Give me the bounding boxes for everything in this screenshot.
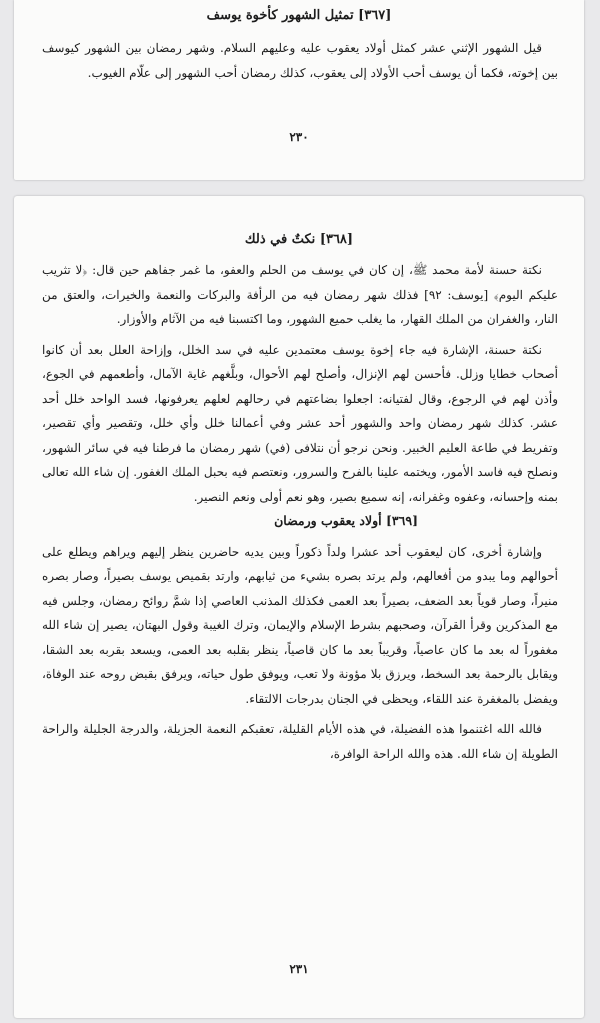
- section-heading-367: [٣٦٧] تمثيل الشهور كأخوة يوسف: [206, 8, 392, 23]
- page-231: [14, 196, 584, 1018]
- paragraph: فالله الله اغتنموا هذه الفضيلة، في هذه الأيام القليلة، تعقبكم النعمة الجزيلة، والدرجة الجليلة والراحة الطويلة إن شاء الله. هذه والله الراحة الوافرة،: [42, 722, 558, 761]
- paragraph: نكتة حسنة لأمة محمد ﷺ، إن كان في يوسف من الحلم والعفو، ما غمر جفاهم حين قال: ﴿لا تثريب عليكم اليوم﴾ [يوسف: ٩٢] فذلك شهر رمضان فيه من الرأفة والبركات والنعمة والخيرات، والعتق من النار، والغفران من الملك القهار، ما يغلب حميع الشهور، وما اكتسبنا فيه من الآثام والأوزار.: [42, 263, 558, 326]
- section-heading-368: [٣٦٨] نكتٌ في ذلك: [244, 232, 354, 247]
- page-number: ٢٣١: [289, 962, 309, 976]
- section-heading-369: [٣٦٩] أولاد يعقوب ورمضان: [274, 513, 418, 528]
- page-230: [14, 0, 584, 180]
- paragraph: قيل الشهور الإثني عشر كمثل أولاد يعقوب عليه وعليهم السلام. وشهر رمضان بين الشهور كيوسف بين إخوته، فكما أن يوسف أحب الأولاد إلى يعقوب، كذلك رمضان أحب الشهور إلى علّام الغيوب.: [42, 41, 558, 80]
- paragraph: نكتة حسنة، الإشارة فيه جاء إخوة يوسف معتمدين عليه في سد الخلل، وإزاحة العلل بعد أن كانوا أصحاب خطايا وزلل. فأحسن لهم الإنزال، وأصلح لهم الأحوال، وبلَّغهم غاية الآمال، وأطعمهم في الجوع، وأذن لهم في الرجوع، وقال لفتيانه: اجعلوا بضاعتهم في رحالهم لعلهم يعرفونها، فسد الواحد خلل أحد عشر. كذلك شهر رمضان واحد والشهور أحد عشر وفي أعمالنا خلل وأي خلل، وتقصير وأي تقصير، وتفريط في طاعة العليم الخبير. ونحن نرجو أن نتلافى (في) شهر رمضان ما فرطنا فيه في سائر الشهور، ونصلح فيه فاسد الأمور، ويختمه علينا بالفرح والسرور، ونعتصم فيه بحبل الملك الغفور. إن شاء الله تعالى بمنه وإحسانه، وعفوه وغفرانه، إنه سميع بصير، وهو نعم أولى ونعم النصير.: [42, 342, 558, 504]
- paragraph: وإشارة أخرى، كان ليعقوب أحد عشرا ولداً ذكوراً وبين يديه حاضرين ينظر إليهم ويراهم ويطلع على أحوالهم وما يبدو من أفعالهم، ولم يرتد بصره بشيء من ثيابهم، وارتد بقميص يوسف بصيراً، وصار بصره منيراً، وصار قوياً بعد الضعف، بصيراً بعد العمى فكذلك المذنب العاصي إذا شمَّ روائح رمضان، وجلس فيه مع المذكرين وقرأ القرآن، وصحبهم بشرط الإسلام والإيمان، وترك الغيبة وقول البهتان، يصير إن شاء الله مغفوراً له بعد ما كان عاصياً، وقريباً بعد ما كان قاصياً، ينظر بقلبه بعد العمى، ويسعد بقربه بعد الشقا، ويقابل بالرحمة بعد السخط، ويرزق بلا مؤونة ولا تعب، ويوفق طول حياته، ويرفق بقبض روحه عند الوفاة، ويفضل بالمغفرة عند اللقاء، ويحظى في الجنان بدرجات الالتقاء.: [42, 544, 558, 706]
- page-number: ٢٣٠: [289, 130, 309, 144]
- page-230-body: [42, 36, 558, 85]
- page-231-body: [42, 258, 558, 766]
